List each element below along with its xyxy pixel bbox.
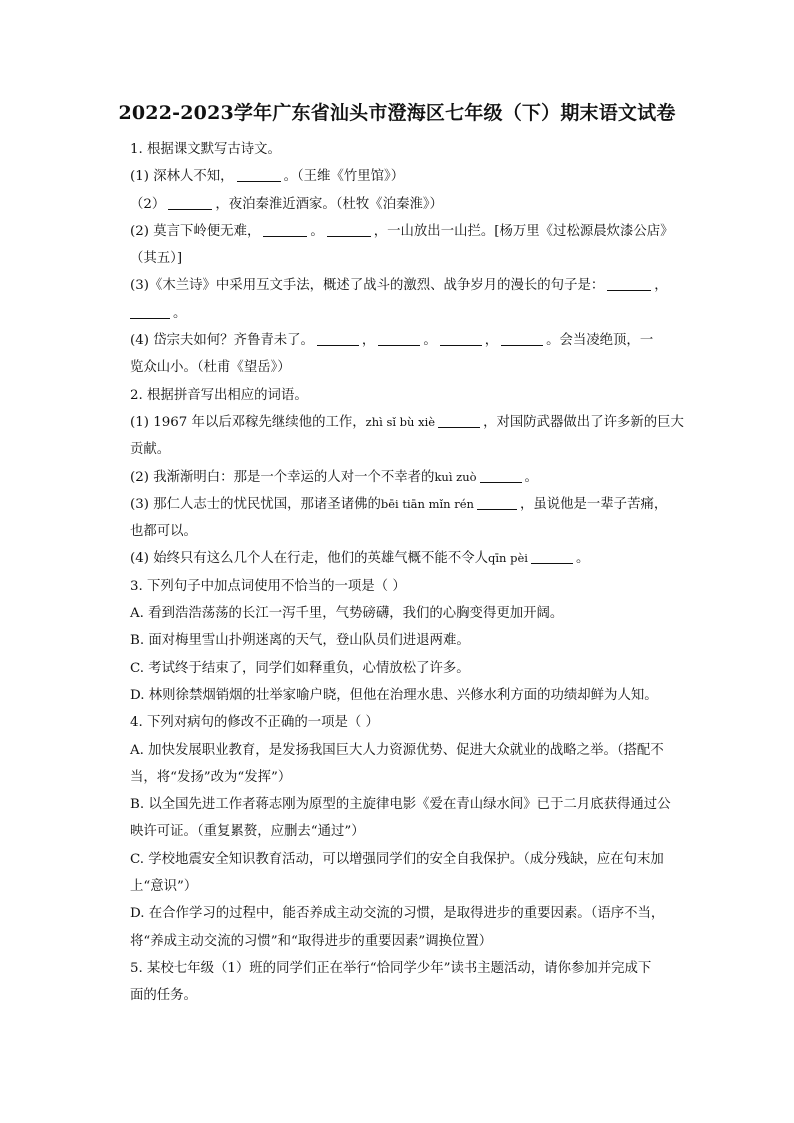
question-5-stem-cont: 面的任务。 [130, 988, 197, 1004]
pinyin-hint: bēi tiān mǐn rén [380, 496, 474, 511]
question-1-item-4: (3)《木兰诗》中采用互文手法，概述了战斗的激烈、战争岁月的漫长的句子是： ， [130, 278, 668, 294]
answer-blank[interactable] [438, 413, 480, 428]
question-4-option-c[interactable]: C. 学校地震安全知识教育活动，可以增强同学们的安全自我保护。（成分残缺，应在句末加 [130, 851, 664, 867]
question-4-option-c-cont: 上“意识”） [130, 879, 198, 895]
question-5-stem: 5. 某校七年级（1）班的同学们正在举行“恰同学少年”读书主题活动，请你参加并完成下 [130, 960, 652, 976]
question-1-item-5: (4) 岱宗夫如何？齐鲁青未了。 ， 。 ， 。会当凌绝顶，一 [130, 333, 654, 349]
question-2-item-4: (4) 始终只有这么几个人在行走，他们的英雄气概不能不令人qīn pèi 。 [130, 551, 590, 567]
question-4-option-a[interactable]: A. 加快发展职业教育，是发扬我国巨大人力资源优势、促进大众就业的战略之举。（搭配不 [130, 742, 664, 758]
answer-blank[interactable] [531, 549, 573, 564]
question-1-item-3-cont: （其五）] [130, 251, 183, 267]
question-4-option-d-cont: 将“养成主动交流的习惯”和“取得进步的重要因素”调换位置） [130, 933, 493, 949]
question-4-option-b[interactable]: B. 以全国先进工作者蒋志刚为原型的主旋律电影《爱在青山绿水间》已于二月底获得通过公 [130, 797, 671, 813]
question-4-option-d[interactable]: D. 在合作学习的过程中，能否养成主动交流的习惯，是取得进步的重要因素。（语序不当， [130, 906, 665, 922]
question-4-option-b-cont: 映许可证。（重复累赘，应删去“通过”） [130, 824, 365, 840]
question-2-stem: 2. 根据拼音写出相应的词语。 [130, 387, 308, 403]
question-4-stem: 4. 下列对病句的修改不正确的一项是（ ） [130, 715, 379, 731]
question-1-item-4-cont: 。 [130, 300, 700, 327]
question-1-item-3: (2) 莫言下岭便无难， 。 ，一山放出一山拦。[杨万里《过松源晨炊漆公店》 [130, 223, 674, 239]
question-3-option-b[interactable]: B. 面对梅里雪山扑朔迷离的天气，登山队员们进退两难。 [130, 633, 470, 649]
question-1-item-2: （2） ，夜泊秦淮近酒家。（杜牧《泊秦淮》） [130, 196, 443, 212]
answer-blank[interactable] [327, 222, 371, 237]
question-1-item-1: (1) 深林人不知， 。（王维《竹里馆》） [130, 169, 405, 185]
question-3-stem: 3. 下列句子中加点词使用不恰当的一项是（ ） [130, 578, 406, 594]
question-1-stem: 1. 根据课文默写古诗文。 [130, 142, 281, 157]
question-2-item-3: (3) 那仁人志士的忧民忧国，那诸圣诸佛的bēi tiān mǐn rén ，虽说他是一辈子苦痛， [130, 496, 668, 512]
answer-blank[interactable] [501, 331, 543, 346]
question-1-item-5-cont: 览众山小。（杜甫《望岳》） [130, 360, 291, 376]
question-2-item-3-cont: 也都可以。 [130, 524, 197, 540]
answer-blank[interactable] [317, 331, 359, 346]
answer-blank[interactable] [237, 167, 281, 182]
answer-blank[interactable] [480, 468, 522, 483]
question-4-option-a-cont: 当，将“发扬”改为“发挥”） [130, 769, 292, 785]
answer-blank[interactable] [168, 195, 212, 210]
pinyin-hint: kuì zuò [434, 469, 477, 484]
pinyin-hint: qīn pèi [488, 551, 528, 566]
question-2-item-1-cont: 贡献。 [130, 442, 171, 458]
answer-blank[interactable] [263, 222, 307, 237]
pinyin-hint: zhì sǐ bù xiè [365, 414, 436, 429]
answer-blank[interactable] [130, 304, 170, 319]
question-2-item-2: (2) 我渐渐明白：那是一个幸运的人对一个不幸者的kuì zuò 。 [130, 469, 538, 485]
answer-blank[interactable] [378, 331, 420, 346]
answer-blank[interactable] [440, 331, 482, 346]
answer-blank[interactable] [477, 495, 517, 510]
question-3-option-a[interactable]: A. 看到浩浩荡荡的长江一泻千里，气势磅礴，我们的心胸变得更加开阔。 [130, 606, 564, 622]
exam-content [130, 136, 700, 1010]
question-3-option-c[interactable]: C. 考试终于结束了，同学们如释重负，心情放松了许多。 [130, 660, 470, 676]
question-3-option-d[interactable]: D. 林则徐禁烟销烟的壮举家喻户晓，但他在治理水患、兴修水利方面的功绩却鲜为人知。 [130, 687, 658, 703]
question-2-item-1: (1) 1967 年以后邓稼先继续他的工作，zhì sǐ bù xiè ，对国防武器做出了许多新的巨大 [130, 414, 684, 430]
answer-blank[interactable] [607, 276, 651, 291]
page-title: 2022-2023学年广东省汕头市澄海区七年级（下）期末语文试卷 [118, 102, 676, 124]
